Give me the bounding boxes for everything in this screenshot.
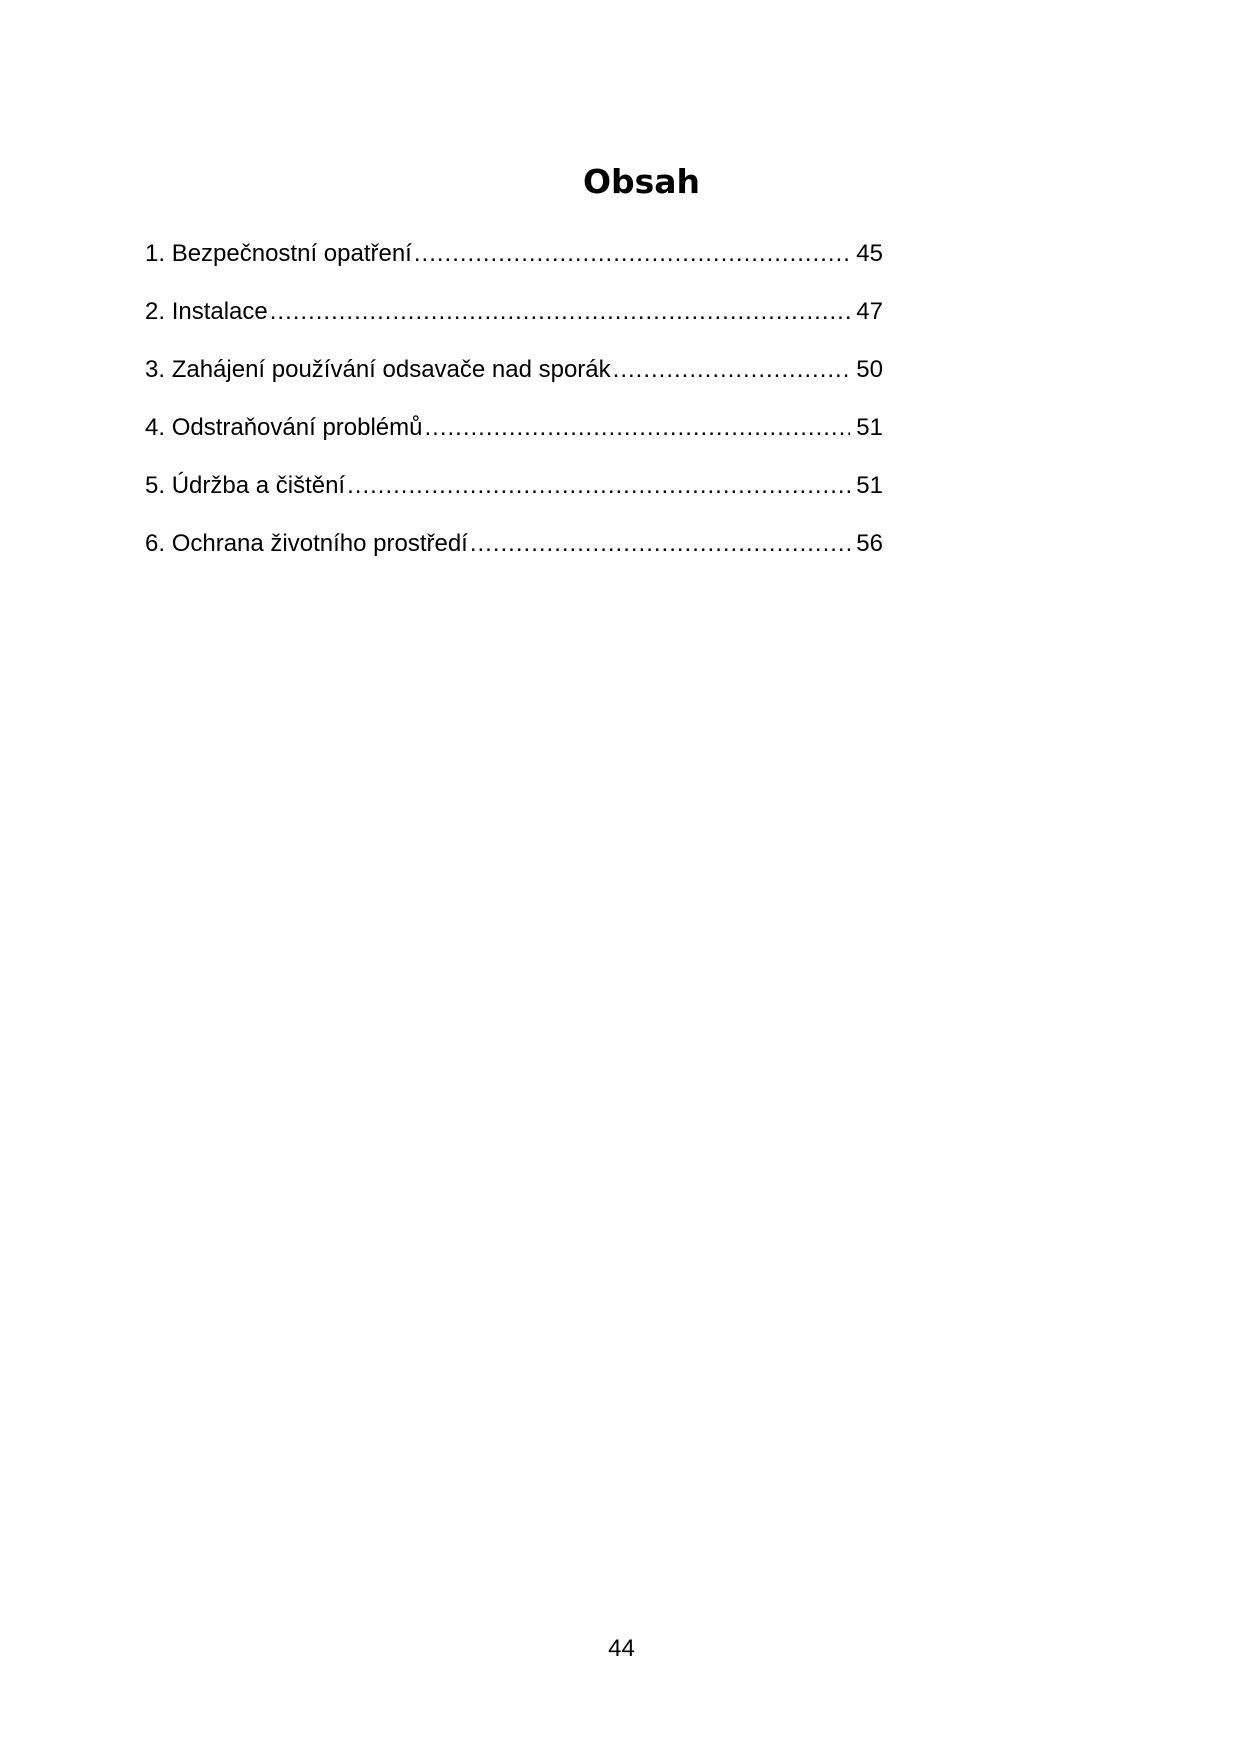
toc-entry-page: 47 xyxy=(856,298,883,325)
toc-entry-label: Instalace xyxy=(171,298,268,325)
toc-entry-number: 6. xyxy=(145,530,166,557)
dot-leader xyxy=(347,470,850,502)
toc-entry-page: 56 xyxy=(856,530,883,557)
toc-entry-6[interactable] xyxy=(145,528,883,586)
toc-entry-1[interactable] xyxy=(145,238,883,296)
toc-entry-number: 3. xyxy=(145,356,166,383)
table-of-contents xyxy=(145,238,883,586)
toc-entry-4[interactable] xyxy=(145,412,883,470)
toc-entry-number: 5. xyxy=(145,472,166,499)
toc-entry-number: 2. xyxy=(145,298,166,325)
toc-entry-label: Odstraňování problémů xyxy=(171,414,423,441)
dot-leader xyxy=(613,354,851,386)
toc-entry-number: 1. xyxy=(145,240,166,267)
page-number: 44 xyxy=(608,1635,635,1662)
toc-entry-page: 50 xyxy=(856,356,883,383)
dot-leader xyxy=(425,412,851,444)
toc-entry-page: 45 xyxy=(856,240,883,267)
toc-entry-page: 51 xyxy=(856,414,883,441)
toc-entry-label: Údržba a čištění xyxy=(171,472,346,499)
toc-entry-label: Ochrana životního prostředí xyxy=(171,530,468,557)
dot-leader xyxy=(414,238,850,270)
dot-leader xyxy=(470,528,850,560)
toc-entry-5[interactable] xyxy=(145,470,883,528)
toc-entry-label: Zahájení používání odsavače nad sporák xyxy=(171,356,611,383)
toc-entry-2[interactable] xyxy=(145,296,883,354)
toc-entry-page: 51 xyxy=(856,472,883,499)
toc-entry-number: 4. xyxy=(145,414,166,441)
toc-entry-label: Bezpečnostní opatření xyxy=(171,240,412,267)
page-title: Obsah xyxy=(582,162,701,202)
dot-leader xyxy=(270,296,851,328)
toc-entry-3[interactable] xyxy=(145,354,883,412)
